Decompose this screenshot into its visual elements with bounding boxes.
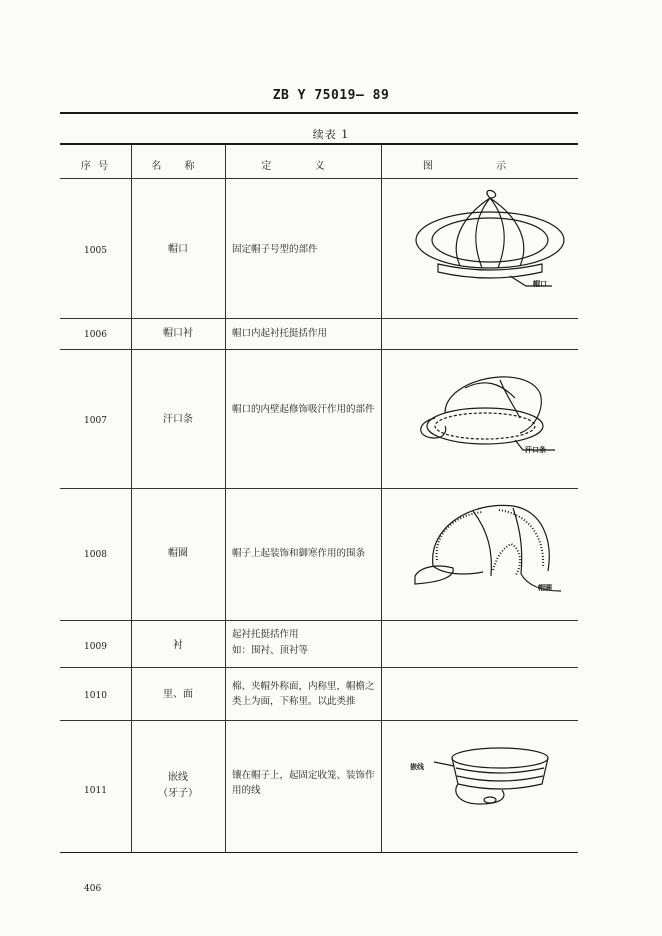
table-subtitle: 续表 1 — [312, 128, 350, 141]
table-bottom-rule — [60, 852, 578, 853]
row-definition: 棉、夹帽外称面，内称里，帽檐之类上为面，下称里。以此类推 — [232, 681, 375, 707]
figure-label: 帽圈 — [538, 583, 552, 592]
column-header-name: 名 称 — [151, 161, 205, 172]
row-definition: 镶在帽子上，起固定收笼、装饰作用的线 — [232, 770, 375, 796]
row-divider — [60, 720, 578, 721]
row-number: 1011 — [84, 786, 107, 796]
hat-band-illustration — [400, 188, 578, 303]
row-number: 1007 — [84, 416, 107, 426]
figure-label: 帽口 — [533, 279, 547, 288]
row-number: 1009 — [84, 642, 107, 652]
row-definition: 起衬托挺括作用 — [232, 629, 299, 640]
figure-label: 嵌线 — [410, 762, 424, 771]
row-divider — [60, 667, 578, 668]
figure-label: 汗口条 — [525, 445, 546, 454]
row-divider — [60, 349, 578, 350]
column-header-def: 定 义 — [261, 161, 345, 172]
row-name: 帽口衬 — [163, 328, 193, 339]
piping-illustration — [430, 742, 560, 812]
header-rule — [60, 112, 578, 114]
column-divider — [381, 145, 382, 852]
sweatband-illustration — [405, 358, 575, 476]
column-divider — [225, 145, 226, 852]
row-divider — [60, 318, 578, 319]
row-number: 1008 — [84, 550, 107, 560]
row-definition-example: 如：围衬、顶衬等 — [232, 645, 309, 656]
header-bottom-rule — [60, 178, 578, 179]
row-number: 1006 — [84, 330, 107, 340]
row-name-alt: （牙子） — [158, 788, 198, 799]
row-name: 帽口 — [168, 244, 188, 255]
table-top-rule — [60, 143, 578, 145]
page-number: 406 — [84, 884, 102, 894]
row-divider — [60, 488, 578, 489]
row-name: 嵌线 — [168, 772, 188, 783]
row-definition: 帽口内起衬托挺括作用 — [232, 328, 328, 339]
row-number: 1005 — [84, 246, 107, 256]
column-header-fig: 图 示 — [422, 161, 537, 172]
standard-code: ZB Y 75019— 89 — [272, 88, 390, 103]
row-definition: 固定帽子号型的部件 — [232, 244, 318, 255]
row-name: 衬 — [173, 640, 183, 651]
row-name: 里、面 — [163, 689, 193, 700]
row-name: 汗口条 — [163, 414, 193, 425]
row-name: 帽圈 — [168, 548, 188, 559]
row-definition: 帽口的内壁起修饰吸汗作用的部件 — [232, 404, 375, 415]
row-number: 1010 — [84, 691, 107, 701]
row-divider — [60, 620, 578, 621]
column-header-seq: 序 号 — [80, 161, 111, 172]
row-definition: 帽子上起装饰和御寒作用的围条 — [232, 548, 366, 559]
